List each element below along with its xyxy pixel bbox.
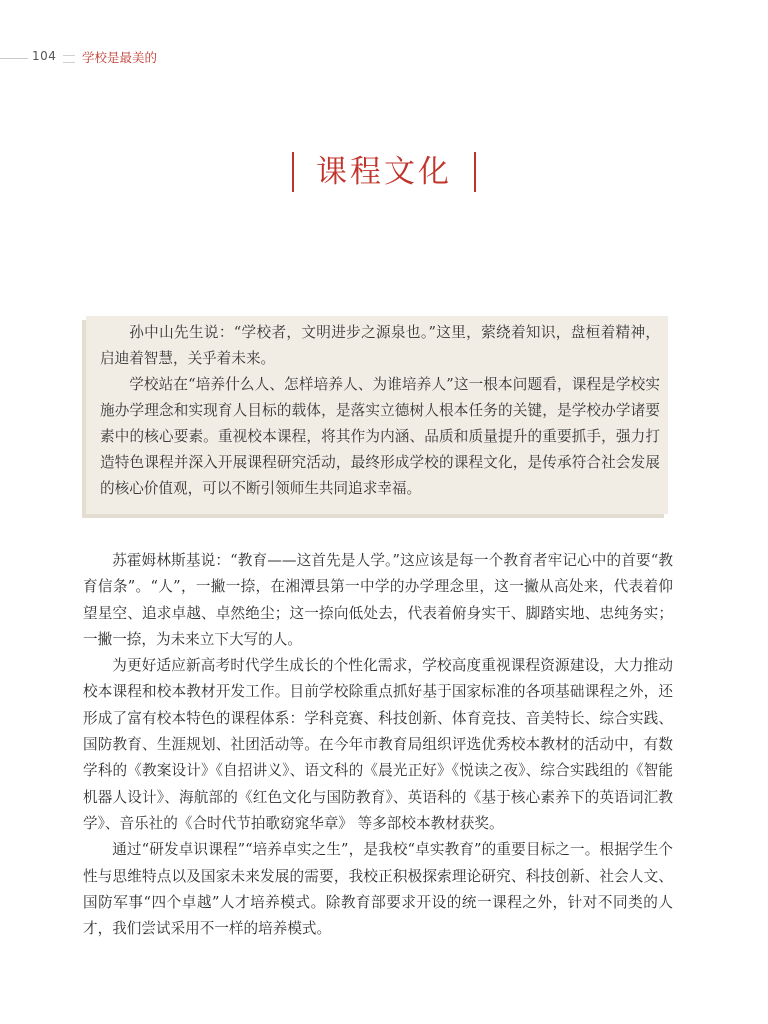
section-title: 学校是最美的 (82, 50, 158, 65)
intro-paragraph: 学校站在“培养什么人、怎样培养人、为谁培养人”这一根本问题看，课程是学校实施办学理念和实现育人目标的载体，是落实立德树人根本任务的关键，是学校办学诸要素中的核心要素。重视校本课程，将其作为内涵、品质和质量提升的重要抓手，强力打造特色课程并深入开展课程研究活动，最终形成学校的课程文化，是传承符合社会发展的核心价值观，可以不断引领师生共同追求幸福。 (100, 376, 660, 497)
page-number: 104 (32, 49, 57, 63)
chapter-title-frame (292, 152, 476, 192)
body-paragraph: 通过“研发卓识课程”“培养卓实之生”，是我校“卓实教育”的重要目标之一。根据学生个性与思维特点以及国家未来发展的需要，我校正积极探索理论研究、科技创新、社会人文、国防军事“四个卓越”人才培养模式。除教育部要求开设的统一课程之外，针对不同类的人才，我们尝试采用不一样的培养模式。 (83, 841, 673, 938)
header-rule (0, 58, 28, 59)
running-header (0, 48, 400, 68)
intro-text (100, 320, 660, 502)
body-paragraph: 苏霍姆林斯基说：“教育——这首先是人学。”这应该是每一个教育者牢记心中的首要“教育信条”。“人”，一撇一捺，在湘潭县第一中学的办学理念里，这一撇从高处来，代表着仰望星空、追求卓越、卓然绝尘；这一捺向低处去，代表着俯身实干、脚踏实地、忠纯务实；一撇一捺，为未来立下大写的人。 (83, 552, 673, 648)
chapter-title: 课程文化 (316, 154, 452, 190)
body-text (83, 548, 673, 942)
header-divider (63, 55, 75, 63)
chapter-heading (0, 152, 768, 192)
body-paragraph: 为更好适应新高考时代学生成长的个性化需求，学校高度重视课程资源建设，大力推动校本课程和校本教材开发工作。目前学校除重点抓好基于国家标准的各项基础课程之外，还形成了富有校本特色的课程体系：学科竞赛、科技创新、体育竞技、音美特长、综合实践、国防教育、生涯规划、社团活动等。在今年市教育局组织评选优秀校本教材的活动中，有数学科的《教案设计》《自招讲义》、语文科的《晨光正好》《悦读之夜》、综合实践组的《智能机器人设计》、海航部的《红色文化与国防教育》、英语科的《基于核心素养下的英语词汇教学》、音乐社的《合时代节拍歌窈窕华章》 等多部校本教材获奖。 (83, 657, 673, 832)
intro-box (86, 316, 668, 514)
intro-paragraph: 孙中山先生说：“学校者，文明进步之源泉也。”这里，萦绕着知识，盘桓着精神，启迪着智慧，关乎着未来。 (100, 324, 660, 367)
